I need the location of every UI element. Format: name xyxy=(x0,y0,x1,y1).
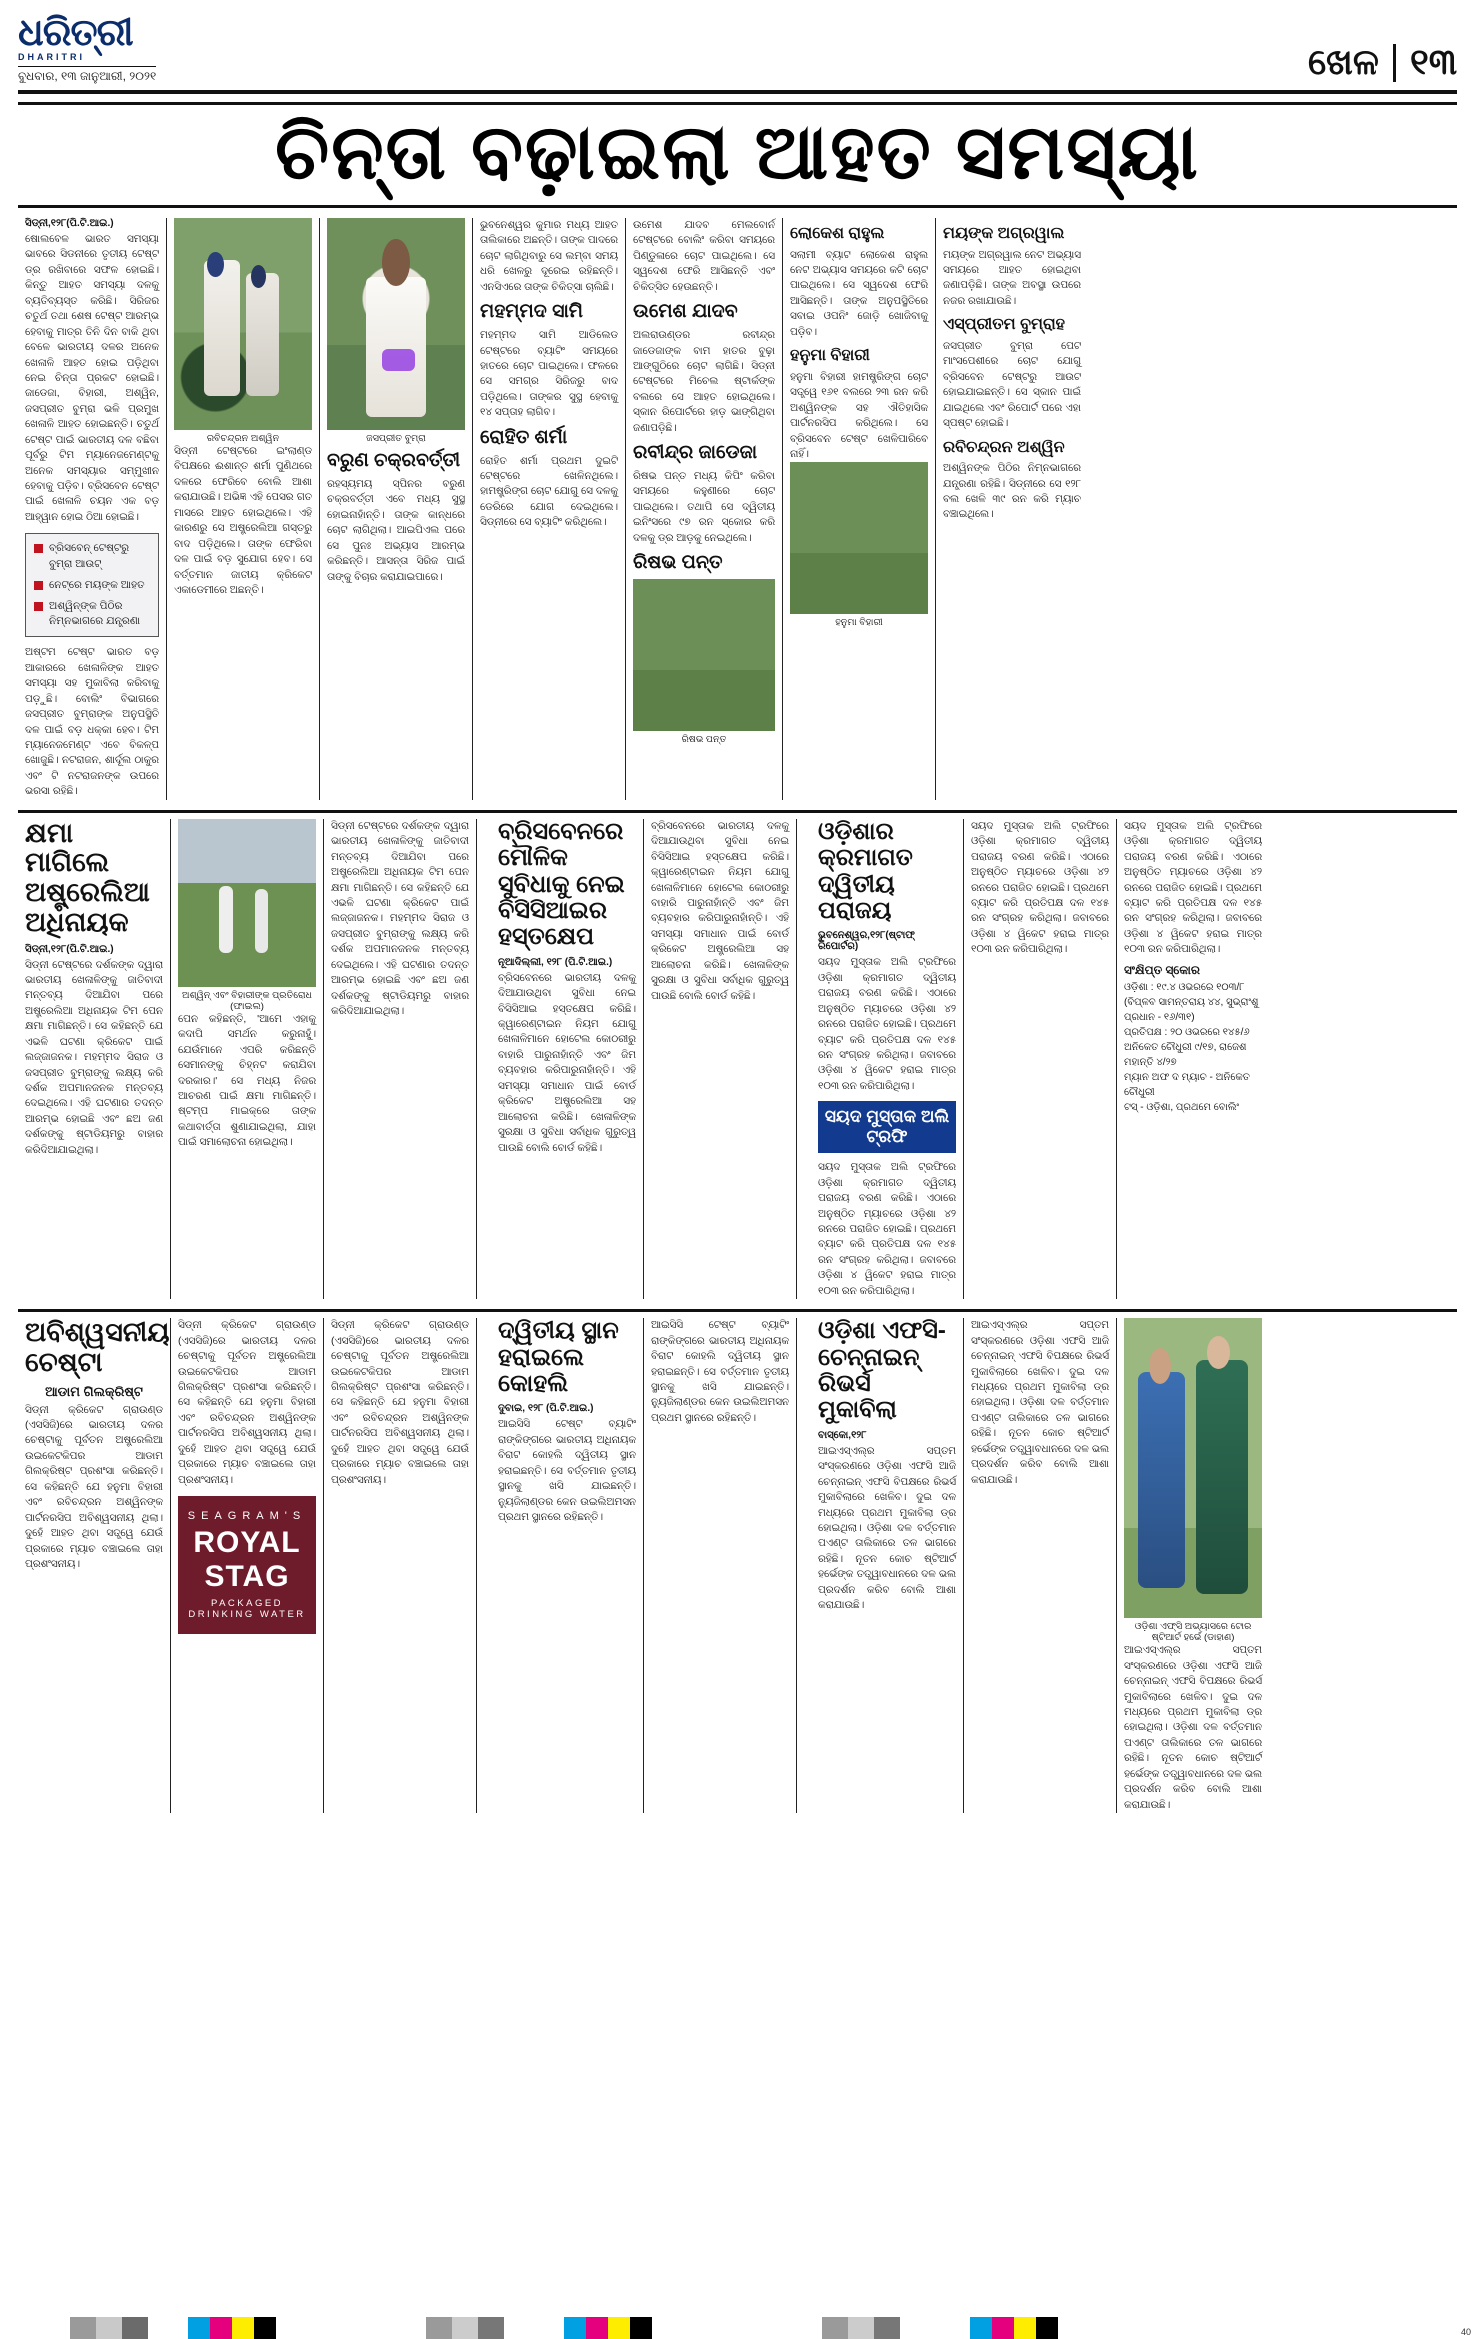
bullet-text: ନେଟ୍‌ରେ ମୟଙ୍କ ଆହତ xyxy=(49,578,145,591)
story-body-3: ସିଡ୍ନୀ ଟେଷ୍ଟରେ ଦର୍ଶକଙ୍କ ଦ୍ୱାରା ଭାରତୀୟ ଖେଳାଳିଙ୍କୁ ଜାତିବାଦୀ ମନ୍ତବ୍ୟ ଦିଆଯିବା ପରେ ଅଷ୍ଟ୍ରେଲିଆ ଅଧିନାୟକ ଟିମ ପେନ କ୍ଷମା ମାଗିଛନ୍ତି। ସେ କହିଛନ୍ତି ଯେ ଏଭଳି ଘଟଣା କ୍ରିକେଟ ପାଇଁ ଲଜ୍ଜାଜନକ। ମହମ୍ମଦ ସିରାଜ ଓ ଜସପ୍ରୀତ ବୁମ୍ରାଙ୍କୁ ଲକ୍ଷ୍ୟ କରି ଦର୍ଶକ ଅପମାନଜନକ ମନ୍ତବ୍ୟ ଦେଇଥିଲେ। ଏହି ଘଟଣାର ତଦନ୍ତ ଆରମ୍ଭ ହୋଇଛି ଏବଂ ଛଅ ଜଣ ଦର୍ଶକଙ୍କୁ ଷ୍ଟାଡିୟମରୁ ବାହାର କରିଦିଆଯାଇଥିଲା। xyxy=(331,820,469,1018)
story-body-cont: ଆଇଏସ୍‌ଏଲ୍‌ର ସପ୍ତମ ସଂସ୍କରଣରେ ଓଡ଼ିଶା ଏଫସି ଆଜି ଚେନ୍ନାଇନ୍ ଏଫସି ବିପକ୍ଷରେ ରିଭର୍ସ ମୁକାବିଲାରେ ଖେଳିବ। ଦୁଇ ଦଳ ମଧ୍ୟରେ ପ୍ରଥମ ମୁକାବିଲା ଡ୍ର ହୋଇଥିଲା। ଓଡ଼ିଶା ଦଳ ବର୍ତ୍ତମାନ ପଏଣ୍ଟ ତାଲିକାରେ ତଳ ଭାଗରେ ରହିଛି। ନୂତନ କୋଚ ଷ୍ଟିଆର୍ଟ ହର୍ଭେଙ୍କ ତତ୍ତ୍ୱାବଧାନରେ ଦଳ ଭଲ ପ୍ରଦର୍ଶନ କରିବ ବୋଲି ଆଶା କରାଯାଉଛି। xyxy=(971,1320,1109,1486)
bullet-square-icon xyxy=(34,602,43,611)
story-body: ଆଇସିସି ଟେଷ୍ଟ ବ୍ୟାଟିଂ ରାଙ୍କିଙ୍ଗରେ ଭାରତୀୟ ଅଧିନାୟକ ବିରାଟ କୋହଲି ଦ୍ୱିତୀୟ ସ୍ଥାନ ହରାଇଛନ୍ତି। ସେ ବର୍ତ୍ତମାନ ତୃତୀୟ ସ୍ଥାନକୁ ଖସି ଯାଇଛନ୍ତି। ନ୍ୟୁଜିଲାଣ୍ଡର କେନ ଉଇଲିଅମସନ ପ୍ରଥମ ସ୍ଥାନରେ ରହିଛନ୍ତି। xyxy=(498,1419,636,1524)
bullet-text: ବ୍ରିସବେନ୍ ଟେଷ୍ଟରୁ ବୁମ୍ରା ଆଉଟ୍ xyxy=(49,542,130,570)
gutter xyxy=(797,819,811,1299)
player-text: ହନୁମା ବିହାରୀ ହାମଷ୍ଟ୍ରିଙ୍ଗ ଚୋଟ ସତ୍ତ୍ୱେ ୧୬୧ ବଲରେ ୨୩ ରନ କରି ଅଶ୍ୱିନଙ୍କ ସହ ଐତିହାସିକ ପାର୍ଟନରସିପ କରିଥିଲେ। ସେ ବ୍ରିସବେନ ଟେଷ୍ଟ ଖେଳିପାରିବେ ନାହିଁ। xyxy=(790,371,928,460)
top-section xyxy=(18,218,1457,800)
page-corner-number: 40 xyxy=(1460,2327,1471,2337)
story-apology-col1 xyxy=(18,819,170,1299)
section-label: ଖେଳ xyxy=(1307,41,1379,82)
score-column xyxy=(1117,819,1269,1299)
story-apology-col2 xyxy=(171,819,323,1299)
photo-caption: ଓଡ଼ିଶା ଏଫ୍‌ସି ଅଭ୍ୟାସରେ ଟୋର ଷ୍ଟିଆର୍ଟ ହର୍ଭେ (ଡାହାଣ) xyxy=(1134,1621,1252,1644)
score-line: ଟସ୍ - ଓଡ଼ିଶା, ପ୍ରଥମେ ବୋଲିଂ xyxy=(1124,1101,1240,1113)
logo[interactable] xyxy=(18,14,133,52)
story-body-cont: ସିଡ୍ନୀ କ୍ରିକେଟ ଗ୍ରାଉଣ୍ଡ (ଏସସିଜି)ରେ ଭାରତୀୟ ଦଳର ଚେଷ୍ଟାକୁ ପୂର୍ବତନ ଅଷ୍ଟ୍ରେଲିଆ ଉଇକେଟକିପର ଆଡାମ ଗିଲକ୍ରିଷ୍ଟ ପ୍ରଶଂସା କରିଛନ୍ତି। ସେ କହିଛନ୍ତି ଯେ ହନୁମା ବିହାରୀ ଏବଂ ରବିଚନ୍ଦ୍ରନ ଅଶ୍ୱିନଙ୍କ ପାର୍ଟନରସିପ ଅବିଶ୍ୱସନୀୟ ଥିଲା। ଦୁହେଁ ଆହତ ଥିବା ସତ୍ତ୍ୱେ ଯେଉଁ ପ୍ରକାରେ ମ୍ୟାଚ ବଞ୍ଚାଇଲେ ତାହା ପ୍ରଶଂସନୀୟ। xyxy=(178,1320,316,1486)
story-gilchrist-col2 xyxy=(171,1318,323,1813)
story-body: ଆଇଏସ୍‌ଏଲ୍‌ର ସପ୍ତମ ସଂସ୍କରଣରେ ଓଡ଼ିଶା ଏଫସି ଆଜି ଚେନ୍ନାଇନ୍ ଏଫସି ବିପକ୍ଷରେ ରିଭର୍ସ ମୁକାବିଲାରେ ଖେଳିବ। ଦୁଇ ଦଳ ମଧ୍ୟରେ ପ୍ରଥମ ମୁକାବିଲା ଡ୍ର ହୋଇଥିଲା। ଓଡ଼ିଶା ଦଳ ବର୍ତ୍ତମାନ ପଏଣ୍ଟ ତାଲିକାରେ ତଳ ଭାଗରେ ରହିଛି। ନୂତନ କୋଚ ଷ୍ଟିଆର୍ଟ ହର୍ଭେଙ୍କ ତତ୍ତ୍ୱାବଧାନରେ ଦଳ ଭଲ ପ୍ରଦର୍ଶନ କରିବ ବୋଲି ଆଶା କରାଯାଉଛି। xyxy=(818,1445,956,1612)
story-dateline: ବାସ୍କୋ,୧୨୮ xyxy=(818,1429,867,1441)
player-text: ଜସପ୍ରୀତ ବୁମ୍ରା ପେଟ ମାଂସପେଶୀରେ ଚୋଟ ଯୋଗୁ ବ୍ରିସବେନ ଟେଷ୍ଟରୁ ଆଉଟ ହୋଇଯାଇଛନ୍ତି। ସେ ସ୍କାନ ପାଇଁ ଯାଇଥିଲେ ଏବଂ ରିପୋର୍ଟ ପରେ ଏହା ସ୍ପଷ୍ଟ ହୋଇଛି। xyxy=(943,340,1081,430)
player-text: ଉମେଶ ଯାଦବ ମେଲବୋର୍ନ ଟେଷ୍ଟରେ ବୋଲିଂ କରିବା ସମୟରେ ପିଣ୍ଡୁଳାରେ ଚୋଟ ପାଇଥିଲେ। ସେ ସ୍ୱଦେଶ ଫେରି ଆସିଛନ୍ତି ଏବଂ ଚିକିତ୍ସିତ ହେଉଛନ୍ତି। xyxy=(633,220,775,293)
logo-text: ଧରିତ୍ରୀ xyxy=(18,12,133,54)
photo-caption: ରବିଚନ୍ଦ୍ରନ ଅଶ୍ୱିନ xyxy=(206,433,280,444)
mid-section xyxy=(18,819,1457,1299)
score-line: ଓଡ଼ିଶା : ୧୯.୪ ଓଭରରେ ୧୦୩/୮ xyxy=(1124,981,1245,993)
story-body: ସିଡ୍ନୀ କ୍ରିକେଟ ଗ୍ରାଉଣ୍ଡ (ଏସସିଜି)ରେ ଭାରତୀୟ ଦଳର ଚେଷ୍ଟାକୁ ପୂର୍ବତନ ଅଷ୍ଟ୍ରେଲିଆ ଉଇକେଟକିପର ଆଡାମ ଗିଲକ୍ରିଷ୍ଟ ପ୍ରଶଂସା କରିଛନ୍ତି। ସେ କହିଛନ୍ତି ଯେ ହନୁମା ବିହାରୀ ଏବଂ ରବିଚନ୍ଦ୍ରନ ଅଶ୍ୱିନଙ୍କ ପାର୍ଟନରସିପ ଅବିଶ୍ୱସନୀୟ ଥିଲା। ଦୁହେଁ ଆହତ ଥିବା ସତ୍ତ୍ୱେ ଯେଉଁ ପ୍ରକାରେ ମ୍ୟାଚ ବଞ୍ଚାଇଲେ ତାହା ପ୍ରଶଂସନୀୟ। xyxy=(25,1404,163,1570)
bullet-text: ଅଶ୍ୱିନ୍‌ଙ୍କ ପିଠିର ନିମ୍ନଭାଗରେ ଯନ୍ତ୍ରଣା xyxy=(49,599,141,628)
story-body-cont: ଆଇସିସି ଟେଷ୍ଟ ବ୍ୟାଟିଂ ରାଙ୍କିଙ୍ଗରେ ଭାରତୀୟ ଅଧିନାୟକ ବିରାଟ କୋହଲି ଦ୍ୱିତୀୟ ସ୍ଥାନ ହରାଇଛନ୍ତି। ସେ ବର୍ତ୍ତମାନ ତୃତୀୟ ସ୍ଥାନକୁ ଖସି ଯାଇଛନ୍ତି। ନ୍ୟୁଜିଲାଣ୍ଡର କେନ ଉଇଲିଅମସନ ପ୍ରଥମ ସ୍ଥାନରେ ରହିଛନ୍ତି। xyxy=(651,1320,789,1424)
story-title: ବ୍ରିସବେନରେ ମୌଳିକ ସୁବିଧାକୁ ନେଇ ବିସିସିଆଇର ହସ୍ତକ୍ଷେପ xyxy=(498,817,625,951)
story-dateline: ଭୁବନେଶ୍ୱର,୧୨୮(ଷ୍ଟାଫ୍ ରିପୋର୍ଟର) xyxy=(818,930,915,953)
story-title: ଅବିଶ୍ୱସନୀୟ ଚେଷ୍ଟା xyxy=(25,1317,170,1377)
score-line: ପ୍ରତିପକ୍ଷ : ୨୦ ଓଭରରେ ୧୪୫/୬ xyxy=(1124,1026,1250,1038)
player-heading: ଏସ୍‌ପ୍ରୀତମ ବୁମ୍ରାହ xyxy=(943,316,1066,334)
player-text: ମୟଙ୍କ ଅଗ୍ରୱାଲ ନେଟ ଅଭ୍ୟାସ ସମୟରେ ଆହତ ହୋଇଥିବା ଜଣାପଡ଼ିଛି। ତାଙ୍କ ଅବସ୍ଥା ଉପରେ ନଜର ରଖାଯାଉଛି। xyxy=(943,249,1081,307)
story-isl-col1 xyxy=(811,1318,963,1813)
lead-dateline: ସିଡ୍ନୀ,୧୨୮(ପି.ଟି.ଆଇ.) xyxy=(25,218,114,229)
bullet-item xyxy=(34,599,150,629)
story-body: ସିଡ୍ନୀ ଟେଷ୍ଟରେ ଦର୍ଶକଙ୍କ ଦ୍ୱାରା ଭାରତୀୟ ଖେଳାଳିଙ୍କୁ ଜାତିବାଦୀ ମନ୍ତବ୍ୟ ଦିଆଯିବା ପରେ ଅଷ୍ଟ୍ରେଲିଆ ଅଧିନାୟକ ଟିମ ପେନ କ୍ଷମା ମାଗିଛନ୍ତି। ସେ କହିଛନ୍ତି ଯେ ଏଭଳି ଘଟଣା କ୍ରିକେଟ ପାଇଁ ଲଜ୍ଜାଜନକ। ମହମ୍ମଦ ସିରାଜ ଓ ଜସପ୍ରୀତ ବୁମ୍ରାଙ୍କୁ ଲକ୍ଷ୍ୟ କରି ଦର୍ଶକ ଅପମାନଜନକ ମନ୍ତବ୍ୟ ଦେଇଥିଲେ। ଏହି ଘଟଣାର ତଦନ୍ତ ଆରମ୍ଭ ହୋଇଛି ଏବଂ ଛଅ ଜଣ ଦର୍ଶକଙ୍କୁ ଷ୍ଟାଡିୟମରୁ ବାହାର କରିଦିଆଯାଇଥିଲା। xyxy=(25,959,163,1156)
story-body: ବ୍ରିସବେନରେ ଭାରତୀୟ ଦଳକୁ ଦିଆଯାଉଥିବା ସୁବିଧା ନେଇ ବିସିସିଆଇ ହସ୍ତକ୍ଷେପ କରିଛି। କ୍ୱାରେଣ୍ଟାଇନ ନିୟମ ଯୋଗୁ ଖେଳାଳିମାନେ ହୋଟେଲ କୋଠରୀରୁ ବାହାରି ପାରୁନାହାଁନ୍ତି ଏବଂ ଜିମ ବ୍ୟବହାର କରିପାରୁନାହାଁନ୍ତି। ଏହି ସମସ୍ୟା ସମାଧାନ ପାଇଁ ବୋର୍ଡ କ୍ରିକେଟ ଅଷ୍ଟ୍ରେଲିଆ ସହ ଆଲୋଚନା କରିଛି। ଖେଳାଳିଙ୍କ ସୁରକ୍ଷା ଓ ସୁବିଧା ସର୍ବାଧିକ ଗୁରୁତ୍ୱ ପାଉଛି ବୋଲି ବୋର୍ଡ କହିଛି। xyxy=(498,972,636,1154)
story-body-cont2: ଆଇଏସ୍‌ଏଲ୍‌ର ସପ୍ତମ ସଂସ୍କରଣରେ ଓଡ଼ିଶା ଏଫସି ଆଜି ଚେନ୍ନାଇନ୍ ଏଫସି ବିପକ୍ଷରେ ରିଭର୍ସ ମୁକାବିଲାରେ ଖେଳିବ। ଦୁଇ ଦଳ ମଧ୍ୟରେ ପ୍ରଥମ ମୁକାବିଲା ଡ୍ର ହୋଇଥିଲା। ଓଡ଼ିଶା ଦଳ ବର୍ତ୍ତମାନ ପଏଣ୍ଟ ତାଲିକାରେ ତଳ ଭାଗରେ ରହିଛି। ନୂତନ କୋଚ ଷ୍ଟିଆର୍ଟ ହର୍ଭେଙ୍କ ତତ୍ତ୍ୱାବଧାନରେ ଦଳ ଭଲ ପ୍ରଦର୍ଶନ କରିବ ବୋଲି ଆଶା କରାଯାଉଛି। xyxy=(1124,1645,1262,1811)
player-heading: ହନୁମା ବିହାରୀ xyxy=(790,347,870,365)
player-heading: ରବିଚନ୍ଦ୍ରନ ଅଶ୍ୱିନ xyxy=(943,438,1065,456)
bullet-item xyxy=(34,578,150,593)
trophy-band: ସୟଦ ମୁସ୍ତାକ ଅଲି ଟ୍ରଫି xyxy=(818,1101,956,1153)
player-text: ଭୁବନେଶ୍ୱର କୁମାର ମଧ୍ୟ ଆହତ ତାଲିକାରେ ଅଛନ୍ତି। ତାଙ୍କ ପାଦରେ ଚୋଟ ଲାଗିଥିବାରୁ ସେ ଲମ୍ବା ସମୟ ଧରି ଖେଳରୁ ଦୂରେଇ ରହିଛନ୍ତି। ଏନସିଏରେ ତାଙ୍କ ଚିକିତ୍ସା ଚାଲିଛି। xyxy=(480,220,618,293)
score-line: (ବିପ୍ଳବ ସାମନ୍ତରାୟ ୪୪, ସୁଭ୍ରାଂଶୁ ପ୍ରଧାନ - ୧୬/୩୧) xyxy=(1124,996,1259,1023)
photo-caption: ରିଷଭ ପନ୍ତ xyxy=(681,734,727,746)
story-dateline: ଦୁବାଇ, ୧୨୮ (ପି.ଟି.ଆଇ.) xyxy=(498,1403,594,1415)
story-title: ଓଡ଼ିଶାର କ୍ରମାଗତ ଦ୍ୱିତୀୟ ପରାଜୟ xyxy=(818,817,913,924)
player-text: ମହମ୍ମଦ ସାମି ଆଡିଲେଡ ଟେଷ୍ଟରେ ବ୍ୟାଟିଂ ସମୟରେ ହାତରେ ଚୋଟ ପାଇଥିଲେ। ଫଳରେ ସେ ସମଗ୍ର ସିରିଜରୁ ବାଦ ପଡ଼ିଥିଲେ। ତାଙ୍କର ସୁସ୍ଥ ହେବାକୁ ୧୪ ସପ୍ତାହ ଲାଗିବ। xyxy=(480,330,618,419)
player-column-1 xyxy=(473,218,625,800)
photo-pant xyxy=(633,579,775,731)
story-odisha-col2 xyxy=(964,819,1116,1299)
page-number: ୧୩ xyxy=(1409,41,1457,82)
section-separator xyxy=(18,810,1457,813)
story-dateline: ସିଡ୍ନୀ,୧୨୮(ପି.ଟି.ଆଇ.) xyxy=(25,943,114,955)
photo-stadium xyxy=(178,819,316,987)
score-intro: ସୟଦ ମୁସ୍ତାକ ଅଲି ଟ୍ରଫିରେ ଓଡ଼ିଶା କ୍ରମାଗତ ଦ୍ୱିତୀୟ ପରାଜୟ ବରଣ କରିଛି। ଏଠାରେ ଅନୁଷ୍ଠିତ ମ୍ୟାଚରେ ଓଡ଼ିଶା ୪୨ ରନରେ ପରାଜିତ ହୋଇଛି। ପ୍ରଥମେ ବ୍ୟାଟ କରି ପ୍ରତିପକ୍ଷ ଦଳ ୧୪୫ ରନ ସଂଗ୍ରହ କରିଥିଲା। ଜବାବରେ ଓଡ଼ିଶା ୪ ୱିକେଟ ହରାଇ ମାତ୍ର ୧୦୩ ରନ କରିପାରିଥିଲା। xyxy=(1124,820,1262,956)
gutter xyxy=(797,1318,811,1813)
player-heading: ବରୁଣ ଚକ୍ରବର୍ତ୍ତୀ xyxy=(327,450,461,471)
player-heading: ରୋହିତ ଶର୍ମା xyxy=(480,426,568,448)
player-heading: ରବୀନ୍ଦ୍ର ଜାଡେଜା xyxy=(633,442,758,464)
story-body-cont2: ସୟଦ ମୁସ୍ତାକ ଅଲି ଟ୍ରଫିରେ ଓଡ଼ିଶା କ୍ରମାଗତ ଦ୍ୱିତୀୟ ପରାଜୟ ବରଣ କରିଛି। ଏଠାରେ ଅନୁଷ୍ଠିତ ମ୍ୟାଚରେ ଓଡ଼ିଶା ୪୨ ରନରେ ପରାଜିତ ହୋଇଛି। ପ୍ରଥମେ ବ୍ୟାଟ କରି ପ୍ରତିପକ୍ଷ ଦଳ ୧୪୫ ରନ ସଂଗ୍ରହ କରିଥିଲା। ଜବାବରେ ଓଡ଼ିଶା ୪ ୱିକେଟ ହରାଇ ମାତ୍ର ୧୦୩ ରନ କରିପାରିଥିଲା। xyxy=(971,820,1109,956)
story-odisha-col1 xyxy=(811,819,963,1299)
story-body: ସୟଦ ମୁସ୍ତାକ ଅଲି ଟ୍ରଫିରେ ଓଡ଼ିଶା କ୍ରମାଗତ ଦ୍ୱିତୀୟ ପରାଜୟ ବରଣ କରିଛି। ଏଠାରେ ଅନୁଷ୍ଠିତ ମ୍ୟାଚରେ ଓଡ଼ିଶା ୪୨ ରନରେ ପରାଜିତ ହୋଇଛି। ପ୍ରଥମେ ବ୍ୟାଟ କରି ପ୍ରତିପକ୍ଷ ଦଳ ୧୪୫ ରନ ସଂଗ୍ରହ କରିଥିଲା। ଜବାବରେ ଓଡ଼ିଶା ୪ ୱିକେଟ ହରାଇ ମାତ୍ର ୧୦୩ ରନ କରିପାରିଥିଲା। xyxy=(818,957,956,1092)
page-title: ଚିନ୍ତା ବଢ଼ାଇଲା ଆହତ ସମସ୍ୟା xyxy=(275,110,1200,195)
story-title: ଦ୍ୱିତୀୟ ସ୍ଥାନ ହରାଇଲେ କୋହଲି xyxy=(498,1317,619,1397)
story-body-cont: ବ୍ରିସବେନରେ ଭାରତୀୟ ଦଳକୁ ଦିଆଯାଉଥିବା ସୁବିଧା ନେଇ ବିସିସିଆଇ ହସ୍ତକ୍ଷେପ କରିଛି। କ୍ୱାରେଣ୍ଟାଇନ ନିୟମ ଯୋଗୁ ଖେଳାଳିମାନେ ହୋଟେଲ କୋଠରୀରୁ ବାହାରି ପାରୁନାହାଁନ୍ତି ଏବଂ ଜିମ ବ୍ୟବହାର କରିପାରୁନାହାଁନ୍ତି। ଏହି ସମସ୍ୟା ସମାଧାନ ପାଇଁ ବୋର୍ଡ କ୍ରିକେଟ ଅଷ୍ଟ୍ରେଲିଆ ସହ ଆଲୋଚନା କରିଛି। ଖେଳାଳିଙ୍କ ସୁରକ୍ଷା ଓ ସୁବିଧା ସର୍ବାଧିକ ଗୁରୁତ୍ୱ ପାଉଛି ବୋଲି ବୋର୍ଡ କହିଛି। xyxy=(651,820,789,1002)
story-dateline: ନୂଆଦିଲ୍ଲୀ, ୧୨୮ (ପି.ଟି.ଆଇ.) xyxy=(498,956,613,968)
player-column-3 xyxy=(783,218,935,800)
lead-continued: ଅଷ୍ଟମ ଟେଷ୍ଟ ଭାରତ ବଡ଼ ଆକାରରେ ଖେଳାଳିଙ୍କ ଆହତ ସମସ୍ୟା ସହ ମୁକାବିଲା କରିବାକୁ ପଡ଼ୁଛି। ବୋଲିଂ ବିଭାଗରେ ଜସପ୍ରୀତ ବୁମ୍ରାଙ୍କ ଅନୁପସ୍ଥିତି ଦଳ ପାଇଁ ବଡ଼ ଧକ୍କା ହେବ। ଟିମ ମ୍ୟାନେଜମେଣ୍ଟ ଏବେ ବିକଳ୍ପ ଖୋଜୁଛି। ନଟରାଜନ, ଶାର୍ଦୂଲ ଠାକୁର ଏବଂ ଟି ନଟରାଜନଙ୍କ ଉପରେ ଭରସା ରହିଛି। xyxy=(25,647,159,798)
bullet-box xyxy=(25,533,159,637)
photo-vihari xyxy=(790,462,928,614)
bullet-square-icon xyxy=(34,544,43,553)
score-line: ମ୍ୟାନ ଅଫ ଦ ମ୍ୟାଚ - ଅନିକେତ ଚୌଧୁରୀ xyxy=(1124,1071,1250,1098)
bullet-item xyxy=(34,541,150,571)
player-text: ଅଶ୍ୱିନଙ୍କ ପିଠିର ନିମ୍ନଭାଗରେ ଯନ୍ତ୍ରଣା ରହିଛି। ସିଡ୍ନୀରେ ସେ ୧୨୮ ବଲ ଖେଳି ୩୯ ରନ କରି ମ୍ୟାଚ ବଞ୍ଚାଇଥିଲେ। xyxy=(943,463,1081,521)
score-line: ଅନିକେତ ଚୌଧୁରୀ ୯/୧୭, ରାଜେଶ ମହାନ୍ତି ୪/୨୭ xyxy=(1124,1041,1247,1068)
photo-coach xyxy=(1124,1318,1262,1618)
bottom-section xyxy=(18,1318,1457,1813)
player-heading: ମୟଙ୍କ ଅଗ୍ରୱାଲ xyxy=(943,225,1065,242)
headline-band xyxy=(18,102,1457,208)
story-title: ଓଡ଼ିଶା ଏଫସି-ଚେନ୍ନାଇନ୍ ରିଭର୍ସ ମୁକାବିଲା xyxy=(818,1317,946,1424)
story-bcci-col1 xyxy=(491,819,643,1299)
photo-col-text: ସିଡ୍ନୀ ଟେଷ୍ଟରେ ଇଂଲାଣ୍ଡ ବିପକ୍ଷରେ ଈଶାନ୍ତ ଶର୍ମା ପୁଣିଥରେ ଦଳରେ ଫେରିବେ ବୋଲି ଆଶା କରାଯାଉଛି। ଅଭିଜ୍ଞ ଏହି ପେସର ଗତ ମାସରେ ଆହତ ହୋଇଥିଲେ। ଏହି କାରଣରୁ ସେ ଅଷ୍ଟ୍ରେଲିଆ ଗସ୍ତରୁ ବାଦ ପଡ଼ିଥିଲେ। ତାଙ୍କ ଫେରିବା ଦଳ ପାଇଁ ବଡ଼ ସୁଯୋଗ ହେବ। ସେ ବର୍ତ୍ତମାନ ଜାତୀୟ କ୍ରିକେଟ ଏକାଡେମୀରେ ଅଛନ୍ତି। xyxy=(174,446,312,596)
gutter xyxy=(477,819,491,1299)
player-heading: ମହମ୍ମଦ ସାମି xyxy=(480,301,583,323)
print-color-bar xyxy=(0,2317,1475,2339)
story-body-2: ପେନ କହିଛନ୍ତି, 'ଆମେ ଏହାକୁ କଦାପି ସମର୍ଥନ କରୁନାହୁଁ। ଯେଉଁମାନେ ଏପରି କରିଛନ୍ତି ସେମାନଙ୍କୁ ଚିହ୍ନଟ କରାଯିବା ଦରକାର।' ସେ ମଧ୍ୟ ନିଜର ଆଚରଣ ପାଇଁ କ୍ଷମା ମାଗିଛନ୍ତି। ଷ୍ଟମ୍ପ ମାଇକ୍‌ରେ ତାଙ୍କ କଥାବାର୍ତ୍ତା ଶୁଣାଯାଇଥିଲା, ଯାହା ପାଇଁ ସମାଲୋଚନା ହୋଇଥିଲା। xyxy=(178,1013,316,1149)
story-isl-col3 xyxy=(1117,1318,1269,1813)
photo-caption: ଜସପ୍ରୀତ ବୁମ୍ରା xyxy=(366,433,426,444)
masthead-divider xyxy=(1393,44,1396,82)
story-apology-col3 xyxy=(324,819,476,1299)
photo-column-left xyxy=(167,218,319,800)
player-text: ରହସ୍ୟମୟ ସ୍ପିନର ବରୁଣ ଚକ୍ରବର୍ତ୍ତୀ ଏବେ ମଧ୍ୟ ସୁସ୍ଥ ହୋଇନାହାଁନ୍ତି। ତାଙ୍କ କାନ୍ଧରେ ଚୋଟ ଲାଗିଥିଲା। ଆଇପିଏଲ ପରେ ସେ ପୁନଃ ଅଭ୍ୟାସ ଆରମ୍ଭ କରିଛନ୍ତି। ଆସନ୍ତା ସିରିଜ ପାଇଁ ତାଙ୍କୁ ବିଚାର କରାଯାଇପାରେ। xyxy=(327,478,465,583)
photo-bumrah xyxy=(327,218,465,430)
lead-column xyxy=(18,218,166,800)
photo-column-right xyxy=(320,218,472,800)
player-heading: ଲୋକେଶ ରାହୁଲ xyxy=(790,225,885,242)
ad-brand-main: ROYAL STAG xyxy=(193,1526,301,1594)
story-kohli-col2 xyxy=(644,1318,796,1813)
story-body-cont: ସୟଦ ମୁସ୍ତାକ ଅଲି ଟ୍ରଫିରେ ଓଡ଼ିଶା କ୍ରମାଗତ ଦ୍ୱିତୀୟ ପରାଜୟ ବରଣ କରିଛି। ଏଠାରେ ଅନୁଷ୍ଠିତ ମ୍ୟାଚରେ ଓଡ଼ିଶା ୪୨ ରନରେ ପରାଜିତ ହୋଇଛି। ପ୍ରଥମେ ବ୍ୟାଟ କରି ପ୍ରତିପକ୍ଷ ଦଳ ୧୪୫ ରନ ସଂଗ୍ରହ କରିଥିଲା। ଜବାବରେ ଓଡ଼ିଶା ୪ ୱିକେଟ ହରାଇ ମାତ୍ର ୧୦୩ ରନ କରିପାରିଥିଲା। xyxy=(818,1162,956,1297)
bullet-square-icon xyxy=(34,581,43,590)
story-bcci-col2 xyxy=(644,819,796,1299)
photo-caption: ହନୁମା ବିହାରୀ xyxy=(835,617,883,629)
player-text: ରିଷଭ ପନ୍ତ ମଧ୍ୟ କିପିଂ କରିବା ସମୟରେ କହୁଣୀରେ ଚୋଟ ପାଇଥିଲେ। ତଥାପି ସେ ଦ୍ୱିତୀୟ ଇନିଂସରେ ୯୭ ରନ ସ୍କୋର କରି ଦଳକୁ ଡ୍ର ଆଡ଼କୁ ନେଇଥିଲେ। xyxy=(633,471,775,544)
masthead-date: ବୁଧବାର, ୧୩ ଜାନୁଆରୀ, ୨୦୨୧ xyxy=(18,66,156,84)
gutter xyxy=(477,1318,491,1813)
story-body-cont2: ସିଡ୍ନୀ କ୍ରିକେଟ ଗ୍ରାଉଣ୍ଡ (ଏସସିଜି)ରେ ଭାରତୀୟ ଦଳର ଚେଷ୍ଟାକୁ ପୂର୍ବତନ ଅଷ୍ଟ୍ରେଲିଆ ଉଇକେଟକିପର ଆଡାମ ଗିଲକ୍ରିଷ୍ଟ ପ୍ରଶଂସା କରିଛନ୍ତି। ସେ କହିଛନ୍ତି ଯେ ହନୁମା ବିହାରୀ ଏବଂ ରବିଚନ୍ଦ୍ରନ ଅଶ୍ୱିନଙ୍କ ପାର୍ଟନରସିପ ଅବିଶ୍ୱସନୀୟ ଥିଲା। ଦୁହେଁ ଆହତ ଥିବା ସତ୍ତ୍ୱେ ଯେଉଁ ପ୍ରକାରେ ମ୍ୟାଚ ବଞ୍ଚାଇଲେ ତାହା ପ୍ରଶଂସନୀୟ। xyxy=(331,1320,469,1486)
section-separator-2 xyxy=(18,1309,1457,1312)
ad-brand-top: SEAGRAM'S xyxy=(187,1510,307,1523)
story-gilchrist-col1 xyxy=(18,1318,170,1813)
player-heading: ରିଷଭ ପନ୍ତ xyxy=(633,552,723,574)
player-column-4 xyxy=(936,218,1088,800)
story-kohli-col1 xyxy=(491,1318,643,1813)
player-text: ସଲାମୀ ବ୍ୟାଟ ଲୋକେଶ ରାହୁଲ ନେଟ ଅଭ୍ୟାସ ସମୟରେ କଟି ଚୋଟ ପାଇଥିଲେ। ସେ ସ୍ୱଦେଶ ଫେରି ଆସିଛନ୍ତି। ତାଙ୍କ ଅନୁପସ୍ଥିତିରେ ସବାଇ ଓପନିଂ ଜୋଡ଼ି ଖୋଜିବାକୁ ପଡ଼ିବ। xyxy=(790,249,928,338)
story-subtitle: ଆଡାମ ଗିଲକ୍ରିଷ୍ଟ xyxy=(45,1383,143,1399)
ad-brand-sub: PACKAGED DRINKING WATER xyxy=(188,1598,306,1621)
masthead-right xyxy=(1308,41,1457,84)
story-isl-col2 xyxy=(964,1318,1116,1813)
photo-caption: ଅଶ୍ୱିନ୍ ଏବଂ ବିହାରୀଙ୍କ ପ୍ରତିରୋଧ (ଫାଇଲ) xyxy=(182,989,312,1012)
player-text: ରୋହିତ ଶର୍ମା ପ୍ରଥମ ଦୁଇଟି ଟେଷ୍ଟରେ ଖେଳିନଥିଲେ। ହାମଷ୍ଟ୍ରିଙ୍ଗ ଚୋଟ ଯୋଗୁ ସେ ଦଳକୁ ଡେରିରେ ଯୋଗ ଦେଇଥିଲେ। ସିଡ୍ନୀରେ ସେ ବ୍ୟାଟିଂ କରିଥିଲେ। xyxy=(480,455,618,529)
story-title: କ୍ଷମା ମାଗିଲେ ଅଷ୍ଟ୍ରେଲିଆ ଅଧିନାୟକ xyxy=(25,817,150,937)
player-text: ଅଲରାଉଣ୍ଡର ରବୀନ୍ଦ୍ର ଜାଡେଜାଙ୍କ ବାମ ହାତର ବୁଢ଼ା ଆଙ୍ଗୁଠିରେ ଚୋଟ ଲାଗିଛି। ସିଡ୍ନୀ ଟେଷ୍ଟରେ ମିଚେଲ ଷ୍ଟାର୍କଙ୍କ ବଲରେ ସେ ଆହତ ହୋଇଥିଲେ। ସ୍କାନ ରିପୋର୍ଟରେ ହାଡ଼ ଭାଙ୍ଗିଥିବା ଜଣାପଡ଼ିଛି। xyxy=(633,330,775,434)
story-gilchrist-col3 xyxy=(324,1318,476,1813)
player-heading: ଉମେଶ ଯାଦବ xyxy=(633,301,738,323)
masthead xyxy=(18,14,1457,94)
photo-ashwin-vihari xyxy=(174,218,312,430)
lead-body: ଷୋଲବେଳ ଭାରତ ସମସ୍ୟା ଭାବରେ ସିଡନୀରେ ତୃତୀୟ ଟେଷ୍ଟ ଡ୍ର ରଖିବାରେ ସଫଳ ହୋଇଛି। କିନ୍ତୁ ଆହତ ସମସ୍ୟା ଦଳକୁ ବ୍ୟତିବ୍ୟସ୍ତ କରିଛି। ସିରିଜର ଚତୁର୍ଥ ତଥା ଶେଷ ଟେଷ୍ଟ ଆରମ୍ଭ ହେବାକୁ ମାତ୍ର ତିନି ଦିନ ବାକି ଥିବା ବେଳେ ଭାରତୀୟ ଦଳର ଅନେକ ଖେଳାଳି ଆହତ ହୋଇ ପଡ଼ିଥିବା ନେଇ ଚିନ୍ତା ପ୍ରକଟ ହୋଇଛି। ଜାଡେଜା, ବିହାରୀ, ଅଶ୍ୱିନ, ଜସପ୍ରୀତ ବୁମ୍ରା ଭଳି ପ୍ରମୁଖ ଖେଳାଳି ଆହତ ହୋଇଛନ୍ତି। ଚତୁର୍ଥ ଟେଷ୍ଟ ପାଇଁ ଭାରତୀୟ ଦଳ ବଛିବା ପୂର୍ବରୁ ଟିମ ମ୍ୟାନେଜମେଣ୍ଟକୁ ଅନେକ ସମସ୍ୟାର ସମ୍ମୁଖୀନ ହେବାକୁ ପଡ଼ିବ। ବ୍ରିସବେନ ଟେଷ୍ଟ ପାଇଁ ଖେଳାଳି ଚୟନ ଏକ ବଡ଼ ଆହ୍ୱାନ ହୋଇ ଠିଆ ହୋଇଛି। xyxy=(25,234,159,523)
score-title: ସଂକ୍ଷିପ୍ତ ସ୍କୋର xyxy=(1124,962,1201,977)
logo-roman: DHARITRI xyxy=(18,52,85,62)
masthead-left xyxy=(18,14,156,84)
player-column-2 xyxy=(626,218,782,800)
advertisement[interactable] xyxy=(178,1496,316,1634)
